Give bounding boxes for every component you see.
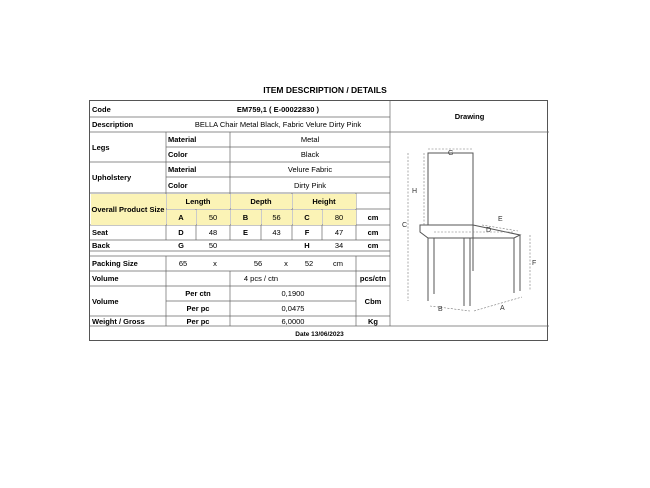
packing-label: Packing Size xyxy=(92,259,138,268)
drawing-label: Drawing xyxy=(454,112,485,121)
volume-cbm-unit: Cbm xyxy=(364,296,382,306)
back-unit: cm xyxy=(367,241,379,250)
seat-label: Seat xyxy=(92,228,108,237)
legs-label: Legs xyxy=(92,142,110,152)
legs-color-value: Black xyxy=(300,150,320,159)
upholstery-material-label: Material xyxy=(168,165,197,174)
overall-size-label: Overall Product Size xyxy=(91,194,166,225)
seat-d-value: 48 xyxy=(208,228,218,237)
drawing-letter-f: F xyxy=(532,260,537,267)
volume-per-ctn-label: Per ctn xyxy=(185,289,211,298)
seat-f-letter: F xyxy=(304,228,310,237)
drawing-letter-a: A xyxy=(500,305,505,312)
length-header: Length xyxy=(167,194,230,209)
drawing-letter-h: H xyxy=(412,188,418,195)
dim-c-value: 80 xyxy=(323,210,356,225)
back-g-letter: G xyxy=(178,241,184,250)
volume-pcs-unit: pcs/ctn xyxy=(359,274,387,283)
description-value: BELLA Chair Metal Black, Fabric Velure Dirty Pink xyxy=(194,120,362,129)
packing-x-2: x xyxy=(284,259,288,268)
dim-unit: cm xyxy=(367,212,379,222)
height-header: Height xyxy=(293,194,356,209)
drawing-letter-d: D xyxy=(486,227,492,234)
seat-e-letter: E xyxy=(242,228,248,237)
dim-c-letter: C xyxy=(293,210,322,225)
seat-e-value: 43 xyxy=(272,228,281,237)
back-h-value: 34 xyxy=(334,241,344,250)
code-value: EM759,1 ( E-00022830 ) xyxy=(236,104,320,114)
volume-cbm-label: Volume xyxy=(92,296,119,306)
volume-pcs-value: 4 pcs / ctn xyxy=(243,274,279,283)
weight-unit: Kg xyxy=(368,316,378,326)
upholstery-label: Upholstery xyxy=(92,173,132,182)
volume-per-ctn-value: 0,1900 xyxy=(281,289,305,298)
upholstery-material-value: Velure Fabric xyxy=(287,165,333,174)
legs-material-value: Metal xyxy=(300,135,320,144)
volume-per-pc-value: 0,0475 xyxy=(281,304,305,313)
seat-d-letter: D xyxy=(178,228,184,237)
item-details-sheet xyxy=(89,100,548,341)
weight-value: 6,0000 xyxy=(281,316,305,326)
description-label: Description xyxy=(92,120,134,129)
legs-material-label: Material xyxy=(168,135,197,144)
chair-seat xyxy=(420,225,520,238)
back-g-value: 50 xyxy=(208,241,218,250)
weight-per-pc-label: Per pc xyxy=(186,316,210,326)
depth-header: Depth xyxy=(231,194,292,209)
back-label: Back xyxy=(92,241,110,250)
upholstery-color-label: Color xyxy=(168,180,188,190)
packing-length: 65 xyxy=(178,259,188,268)
dim-b-value: 56 xyxy=(262,210,292,225)
code-label: Code xyxy=(92,104,111,114)
chair-backrest xyxy=(428,153,473,225)
page-title: ITEM DESCRIPTION / DETAILS xyxy=(263,85,387,95)
packing-depth: 56 xyxy=(253,259,263,268)
legs-color-label: Color xyxy=(168,150,188,159)
drawing-letter-c: C xyxy=(402,222,408,229)
drawing-letter-g: G xyxy=(448,150,454,157)
packing-unit: cm xyxy=(333,259,343,268)
volume-pcs-label: Volume xyxy=(92,274,119,283)
packing-height: 52 xyxy=(304,259,314,268)
back-h-letter: H xyxy=(304,241,310,250)
seat-f-value: 47 xyxy=(334,228,344,237)
dim-b-letter: B xyxy=(231,210,261,225)
date-footer: Date 13/06/2023 xyxy=(295,330,344,338)
dim-a-letter: A xyxy=(167,210,196,225)
drawing-letter-e: E xyxy=(498,216,503,223)
upholstery-color-value: Dirty Pink xyxy=(293,180,327,190)
volume-per-pc-label: Per pc xyxy=(186,304,210,313)
dim-a-value: 50 xyxy=(197,210,230,225)
packing-x-1: x xyxy=(213,259,217,268)
seat-unit: cm xyxy=(367,228,379,237)
weight-label: Weight / Gross xyxy=(92,316,145,326)
chair-drawing xyxy=(90,101,549,342)
drawing-letter-b: B xyxy=(438,306,443,313)
